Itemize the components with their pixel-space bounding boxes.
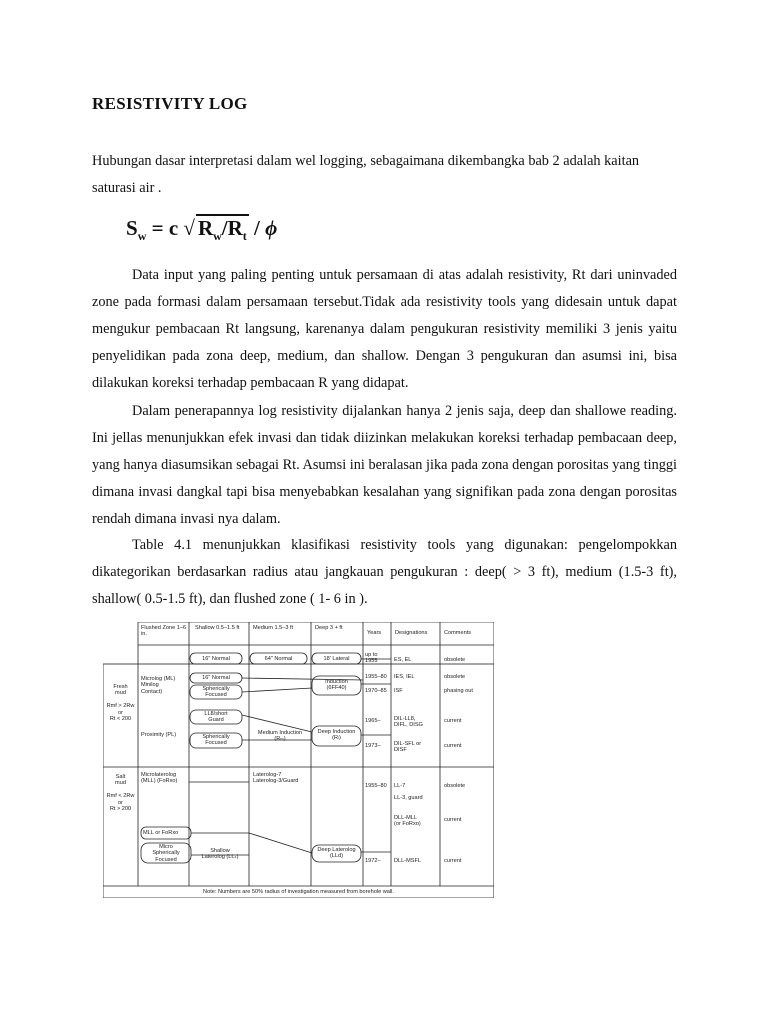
year-cell: 1955–80 xyxy=(365,783,387,789)
designation-cell: DIL-SFL or DISF xyxy=(394,741,422,754)
designation-cell: DLL-MLL (or FoRxo) xyxy=(394,815,421,828)
header-years: Years xyxy=(367,630,382,636)
year-cell: 1955–80 xyxy=(365,674,387,680)
year-cell: 1972– xyxy=(365,858,381,864)
header-medium: Medium 1.5–3 ft xyxy=(253,625,294,631)
tool-deep-induction: Deep Induction (Rₗ) xyxy=(317,729,356,742)
tool-laterolog: Laterolog-7 Laterolog-3/Guard xyxy=(253,772,299,785)
comment-cell: current xyxy=(444,743,462,749)
tool-64in-normal: 64" Normal xyxy=(264,656,293,662)
water-saturation-formula: $S_w = c$ √ $R_w/R_t$ / ϕ xyxy=(126,216,278,244)
designation-cell: LL-3, guard xyxy=(394,795,423,801)
page-title: RESISTIVITY LOG xyxy=(92,94,248,113)
designation-cell: DLL-MSFL xyxy=(394,858,422,864)
paragraph-3: Table 4.1 menunjukkan klasifikasi resistivity tools yang digunakan: pengelompokkan dikategorikan berdasarkan radius atau jangkauan pengukuran : deep( > 3 ft), medium (1.5-3 ft), shallow( 0.5-1.5 ft), dan flushed zone ( 1- 6 in ). xyxy=(92,537,677,607)
header-deep: Deep 3 + ft xyxy=(315,625,343,631)
header-flushed-zone: Flushed Zone 1–6 in. xyxy=(141,625,187,638)
tool-medium-induction: Medium Induction (Rₘ) xyxy=(257,730,303,743)
header-comments: Comments xyxy=(444,630,472,636)
tool-ll8-short-guard: LL8/short Guard xyxy=(204,711,228,724)
year-cell: up to 1955 xyxy=(365,652,378,665)
row-label-salt-mud: Salt mud Rmf < 2Rw or Rt > 200 xyxy=(106,774,135,813)
row-label-fresh-mud: Fresh mud Rmf > 2Rw or Rt < 200 xyxy=(106,684,135,723)
tool-18ft-lateral: 18' Lateral xyxy=(323,656,350,662)
designation-cell: ES, EL xyxy=(394,657,412,663)
tool-16in-normal: 16" Normal xyxy=(202,675,230,681)
designation-cell: IES, IEL xyxy=(394,674,415,680)
designation-cell: ISF xyxy=(394,688,403,694)
tool-spherically-focused-1: Spherically Focused xyxy=(202,686,230,699)
comment-cell: obsolete xyxy=(444,674,466,680)
table-note: Note: Numbers are 50% radius of investigation measured from borehole wall. xyxy=(203,889,394,895)
comment-cell: current xyxy=(444,858,462,864)
comment-cell: obsolete xyxy=(444,783,466,789)
resistivity-tools-table xyxy=(103,622,494,898)
comment-cell: obsolete xyxy=(444,657,466,663)
designation-cell: DIL-LL8, DIFL, DISG xyxy=(394,716,423,729)
year-cell: 1970–85 xyxy=(365,688,387,694)
year-cell: 1973– xyxy=(365,743,381,749)
designation-cell: LL-7 xyxy=(394,783,406,789)
header-designations: Designations xyxy=(395,630,428,636)
intro-paragraph: Hubungan dasar interpretasi dalam wel logging, sebagaimana dikembangka bab 2 adalah kaitan saturasi air . xyxy=(92,153,640,196)
paragraph-2: Dalam penerapannya log resistivity dijalankan hanya 2 jenis saja, deep dan shallowe reading. Ini jellas menunjukkan efek invasi dan tidak diizinkan melakukan koreksi terhadap pembacaan deep, yang hanya diasumsikan sebagai Rt. Asumsi ini beralasan jika pada zona dengan porositas yang tinggi dimana invasi dangkal tapi bisa menyebabkan kesalahan yang signifikan pada zona dengan porositas rendah dimana invasi nya dalam. xyxy=(92,403,677,527)
paragraph-1: Data input yang paling penting untuk persamaan di atas adalah resistivity, Rt dari uninvaded zone pada formasi dalam persamaan tersebut.Tidak ada resistivity tools yang didesain untuk dapat mengukur pembacaan Rt langsung, karenanya dalam pengukuran resistivity memiliki 3 jenis yaitu penyelidikan pada zona deep, medium, dan shallow. Dengan 3 pengukuran dan asumsi ini, bisa dilakukan koreksi terhadap pembacaan R yang didapat. xyxy=(92,267,677,391)
year-cell: 1965– xyxy=(365,718,381,724)
tool-deep-laterolog: Deep Laterolog (LLd) xyxy=(317,847,356,860)
tool-mll-forxo: MLL or FoRxo xyxy=(143,830,179,836)
tool-shallow-laterolog: Shallow Laterolog (LLₛ) xyxy=(201,848,239,861)
tool-induction: Induction (6FF40) xyxy=(325,679,348,692)
comment-cell: phasing out xyxy=(444,688,473,694)
tool-proximity: Proximity (PL) xyxy=(141,732,177,738)
tool-microlog: Microlog (ML) Minilog Contact) xyxy=(141,676,176,695)
header-shallow: Shallow 0.5–1.5 ft xyxy=(195,625,240,631)
tool-microlaterolog: Microlaterolog (MLL) (FoRxo) xyxy=(141,772,178,785)
comment-cell: current xyxy=(444,718,462,724)
tool-micro-spherically-focused: Micro Spherically Focused xyxy=(152,844,180,863)
tool-16in-normal-top: 16" Normal xyxy=(202,656,230,662)
tool-spherically-focused-2: Spherically Focused xyxy=(202,734,230,747)
comment-cell: current xyxy=(444,817,462,823)
